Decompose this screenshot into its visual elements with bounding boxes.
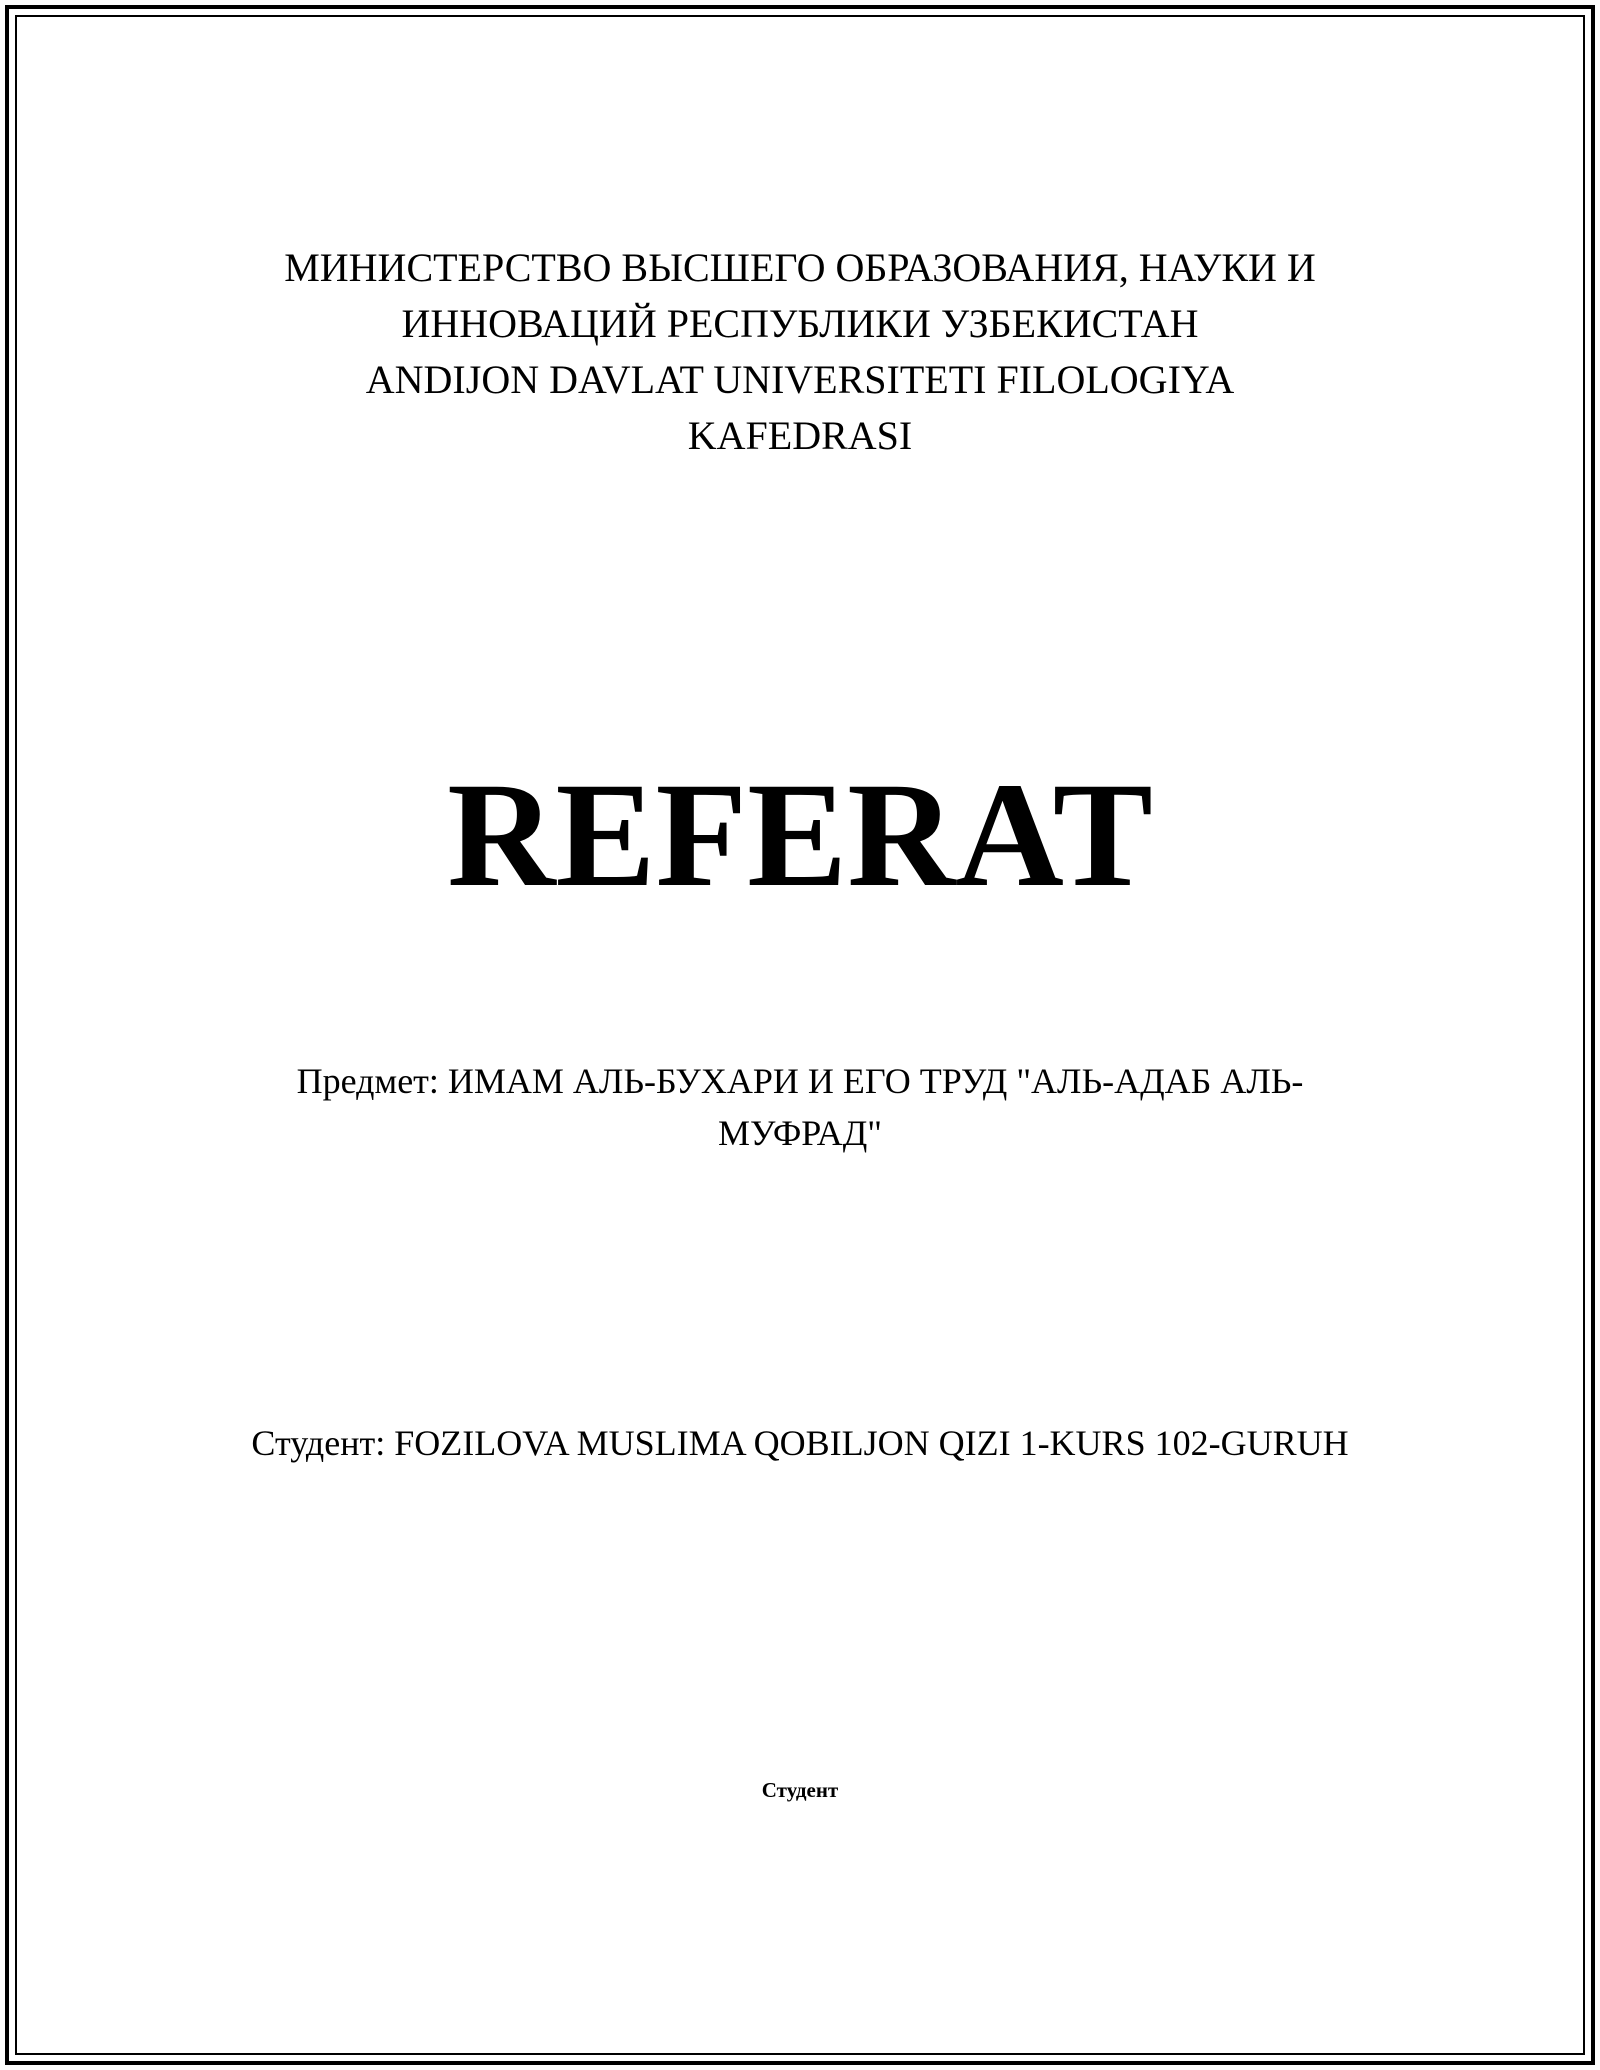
document-title: REFERAT [447, 752, 1153, 918]
header-line: ИННОВАЦИЙ РЕСПУБЛИКИ УЗБЕКИСТАН [401, 301, 1199, 346]
header-line: МИНИСТЕРСТВО ВЫСШЕГО ОБРАЗОВАНИЯ, НАУКИ И [284, 245, 1316, 290]
subject-line: МУФРАД" [718, 1113, 882, 1153]
subject-line: Предмет: ИМАМ АЛЬ-БУХАРИ И ЕГО ТРУД "АЛЬ-АДАБ АЛЬ- [296, 1061, 1304, 1101]
header-line: ANDIJON DAVLAT UNIVERSITETI FILOLOGIYA [365, 357, 1235, 402]
student-info: Студент: FOZILOVA MUSLIMA QOBILJON QIZI 1-KURS 102-GURUH [251, 1423, 1349, 1463]
header-line: KAFEDRASI [687, 413, 913, 458]
student-signature-label: Студент [761, 1778, 839, 1802]
subject-block [0, 1055, 1600, 1159]
institution-header [0, 240, 1600, 464]
